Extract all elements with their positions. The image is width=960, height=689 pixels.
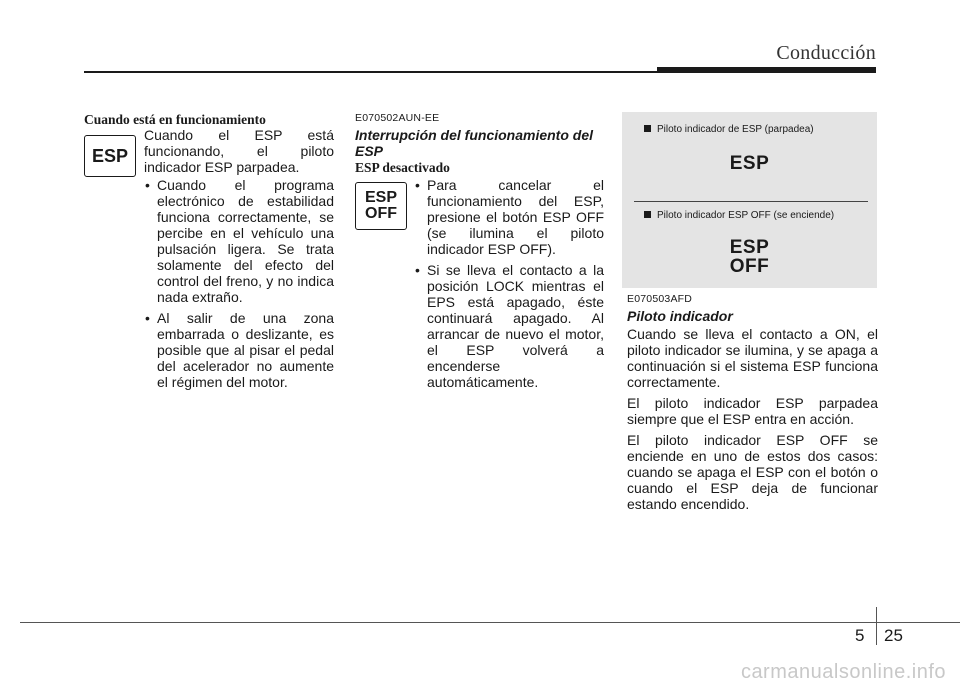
panel-divider <box>634 201 868 202</box>
list-item: • Cuando el programa electrónico de estabilidad funciona correctamente, se percibe en el vehículo una pulsación ligera. Se trata solamente del efecto del control del freno, y no indica nada extraño. <box>144 177 334 305</box>
page-number: 25 <box>884 626 903 645</box>
section-code: E070503AFD <box>627 293 693 305</box>
page-header-title: Conducción <box>776 42 876 64</box>
list-item: • Para cancelar el funcionamiento del ESP, presione el botón ESP OFF (se ilumina el piloto indicador ESP OFF). <box>414 177 604 257</box>
panel-item-label: Piloto indicador de ESP (parpadea) <box>657 124 814 135</box>
panel-item-esp-blink <box>644 124 814 135</box>
paragraph: El piloto indicador ESP parpadea siempre que el ESP entra en acción. <box>627 395 878 427</box>
paragraph: Cuando se lleva el contacto a ON, el piloto indicador se ilumina, y se apaga a continuación si el sistema ESP funciona correctamente. <box>627 326 878 390</box>
square-bullet-icon <box>644 211 651 218</box>
list-item: • Al salir de una zona embarrada o deslizante, es posible que al pisar el pedal del acelerador no aumente el régimen del motor. <box>144 310 334 390</box>
col1-bullet-list <box>144 177 334 395</box>
esp-warning-light-icon <box>622 154 877 173</box>
section-number: 5 <box>855 626 865 645</box>
list-item: • Si se lleva el contacto a la posición LOCK mientras el EPS está apagado, éste continuará apagado. Al arrancar de nuevo el motor, el ESP volverá a encenderse automáticamente. <box>414 262 604 390</box>
esp-off-button-icon <box>355 182 407 230</box>
panel-esp-off-line1: ESP <box>729 237 770 258</box>
section-title-indicator: Piloto indicador <box>627 308 733 324</box>
col2-bullet-list <box>414 177 604 395</box>
section-code: E070502AUN-EE <box>355 112 440 124</box>
esp-off-icon-line1: ESP <box>364 189 397 206</box>
section-title-esp-disable: Interrupción del funcionamiento del ESP <box>355 127 594 159</box>
footer-divider <box>876 607 877 645</box>
section-heading-in-operation: Cuando está en funcionamiento <box>84 112 266 127</box>
panel-esp-off-line2: OFF <box>729 256 770 277</box>
esp-icon-label: ESP <box>91 145 129 166</box>
esp-off-icon-line2: OFF <box>365 205 397 222</box>
col3-paragraphs <box>627 326 878 512</box>
panel-esp-symbol: ESP <box>729 153 770 174</box>
esp-off-warning-light-icon <box>622 238 877 276</box>
col1-intro: Cuando el ESP está funcionando, el piloto indicador ESP parpadea. <box>144 127 334 175</box>
watermark: carmanualsonline.info <box>740 661 946 683</box>
panel-item-label: Piloto indicador ESP OFF (se enciende) <box>657 210 835 221</box>
esp-indicator-icon <box>84 135 136 177</box>
footer-rule <box>20 622 960 623</box>
paragraph: El piloto indicador ESP OFF se enciende en uno de estos dos casos: cuando se apaga el ESP con el botón o cuando el ESP deja de funcionar estando encendido. <box>627 432 878 512</box>
header-rule-accent <box>657 67 876 73</box>
square-bullet-icon <box>644 125 651 132</box>
subheading-esp-off: ESP desactivado <box>355 160 450 175</box>
panel-item-esp-off-on <box>644 210 834 221</box>
